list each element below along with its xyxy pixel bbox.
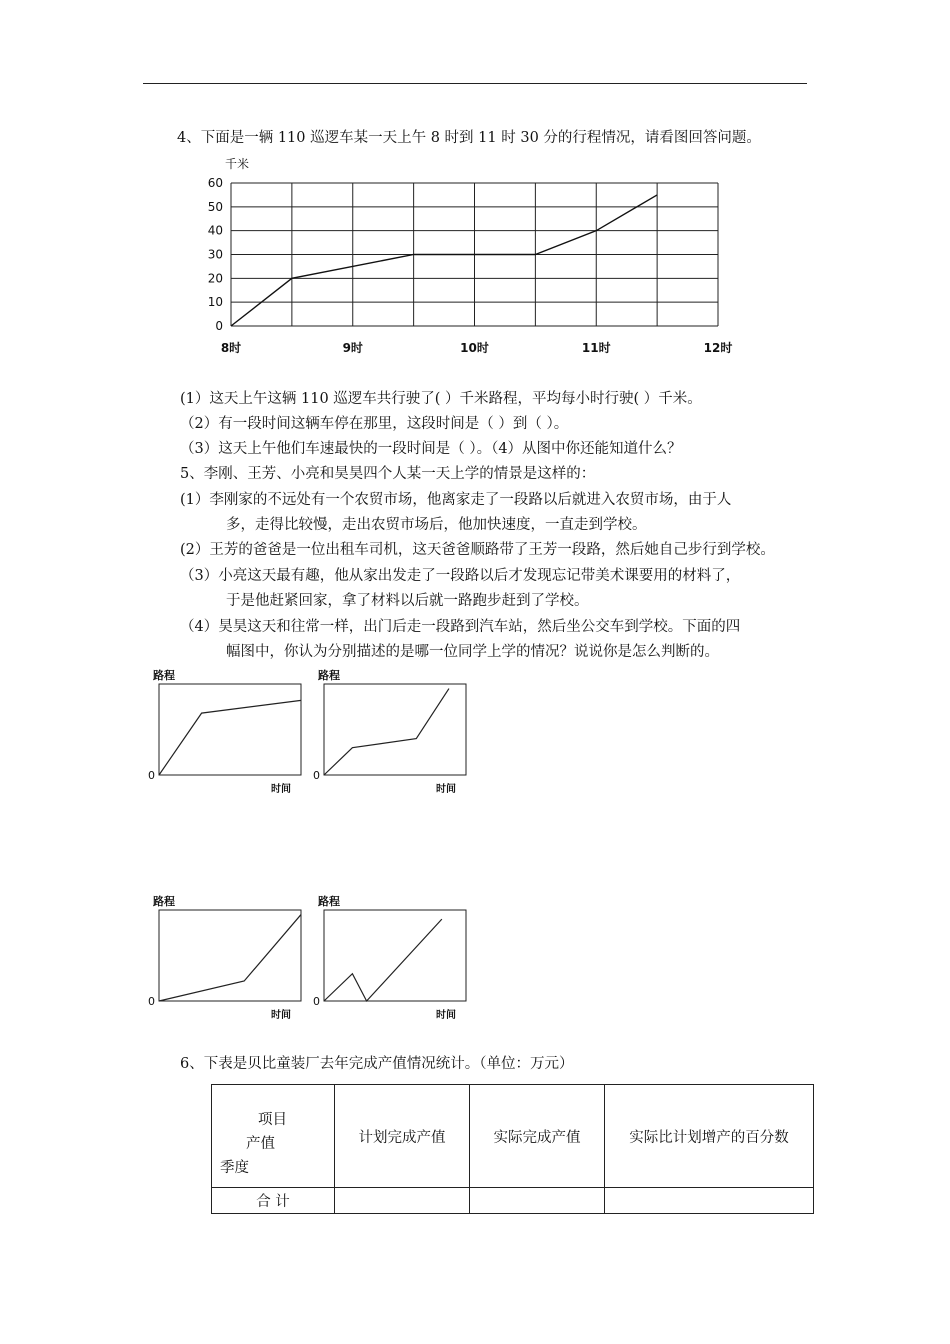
y-tick-label: 30 [207, 247, 223, 262]
q4-title: 4、下面是一辆 110 巡逻车某一天上午 8 时到 11 时 30 分的行程情况，请看图回答问题。 [177, 130, 761, 146]
graph-frame [324, 684, 466, 775]
q4-sub1: (1）这天上午这辆 110 巡逻车共行驶了( ）千米路程，平均每小时行驶( ）千米。 [180, 391, 702, 407]
y-tick-label: 20 [207, 271, 223, 286]
y-tick-labels [208, 176, 223, 333]
q5-item3a: （3）小亮这天最有趣，他从家出发走了一段路以后才发现忘记带美术课要用的材料了， [180, 568, 741, 584]
q5-item3b: 于是他赶紧回家，拿了材料以后就一路跑步赶到了学校。 [226, 593, 589, 609]
x-axis-label: 时间 [436, 784, 456, 795]
y-tick-label: 40 [207, 223, 223, 238]
header-value: 产值 [246, 1136, 275, 1152]
col-percent: 实际比计划增产的百分数 [605, 1085, 814, 1188]
col-planned: 计划完成产值 [335, 1085, 470, 1188]
q4-sub3: （3）这天上午他们车速最快的一段时间是（ ）。（4）从图中你还能知道什么？ [180, 441, 682, 457]
x-tick-label: 11时 [581, 341, 611, 355]
header-diagonal-cell [212, 1085, 335, 1188]
total-label: 合 计 [212, 1188, 335, 1214]
mini-graph-1 [145, 664, 315, 796]
series-line [324, 919, 442, 1001]
production-table [211, 1084, 814, 1214]
series-line [324, 689, 449, 775]
q5-title: 5、李刚、王芳、小亮和昊昊四个人某一天上学的情景是这样的： [180, 466, 596, 482]
mini-graph-2 [310, 664, 480, 796]
y-axis-label: 路程 [153, 669, 175, 682]
y-axis-label: 千米 [225, 157, 250, 171]
y-axis-label: 路程 [153, 895, 175, 908]
origin-label: 0 [313, 769, 320, 782]
total-planned-cell[interactable] [335, 1188, 470, 1214]
q5-item2: (2）王芳的爸爸是一位出租车司机，这天爸爸顺路带了王芳一段路，然后她自己步行到学校。 [180, 542, 775, 558]
origin-label: 0 [148, 769, 155, 782]
x-tick-label: 10时 [460, 341, 489, 355]
header-season: 季度 [220, 1160, 249, 1176]
y-axis-label: 路程 [318, 895, 340, 908]
series-line [159, 700, 301, 775]
total-percent-cell[interactable] [605, 1188, 814, 1214]
mini-graph-4 [310, 890, 480, 1022]
origin-label: 0 [313, 995, 320, 1008]
x-tick-labels [221, 340, 733, 355]
graph-frame [159, 910, 301, 1001]
header-item: 项目 [258, 1112, 287, 1128]
top-rule [143, 83, 807, 84]
q5-item1a: (1）李刚家的不远处有一个农贸市场，他离家走了一段路以后就进入农贸市场，由于人 [180, 492, 732, 508]
y-tick-label: 60 [207, 176, 223, 190]
series-line [231, 195, 657, 326]
q4-sub2: （2）有一段时间这辆车停在那里，这段时间是（ ）到（ ）。 [180, 416, 569, 432]
x-axis-label: 时间 [271, 1010, 291, 1021]
y-tick-label: 0 [215, 319, 223, 333]
q5-item4b: 幅图中，你认为分别描述的是哪一位同学上学的情况？说说你是怎么判断的。 [226, 644, 719, 660]
y-axis-label: 路程 [318, 669, 340, 682]
q5-item4a: （4）昊昊这天和往常一样，出门后走一段路到汽车站，然后坐公交车到学校。下面的四 [180, 619, 741, 635]
x-axis-label: 时间 [271, 784, 291, 795]
x-tick-label: 8时 [220, 341, 242, 355]
x-tick-label: 9时 [342, 341, 363, 355]
mini-graph-3 [145, 890, 315, 1022]
x-axis-label: 时间 [436, 1010, 456, 1021]
x-tick-label: 12时 [703, 341, 733, 355]
y-tick-label: 10 [207, 295, 223, 310]
total-actual-cell[interactable] [470, 1188, 605, 1214]
series-line [159, 915, 301, 1001]
col-actual: 实际完成产值 [470, 1085, 605, 1188]
graph-frame [159, 684, 301, 775]
y-tick-label: 50 [207, 199, 223, 214]
q6-title: 6、下表是贝比童装厂去年完成产值情况统计。（单位：万元） [180, 1056, 574, 1072]
graph-frame [324, 910, 466, 1001]
main-line-chart [195, 150, 755, 365]
origin-label: 0 [148, 995, 155, 1008]
q5-item1b: 多，走得比较慢，走出农贸市场后，他加快速度，一直走到学校。 [226, 517, 647, 533]
